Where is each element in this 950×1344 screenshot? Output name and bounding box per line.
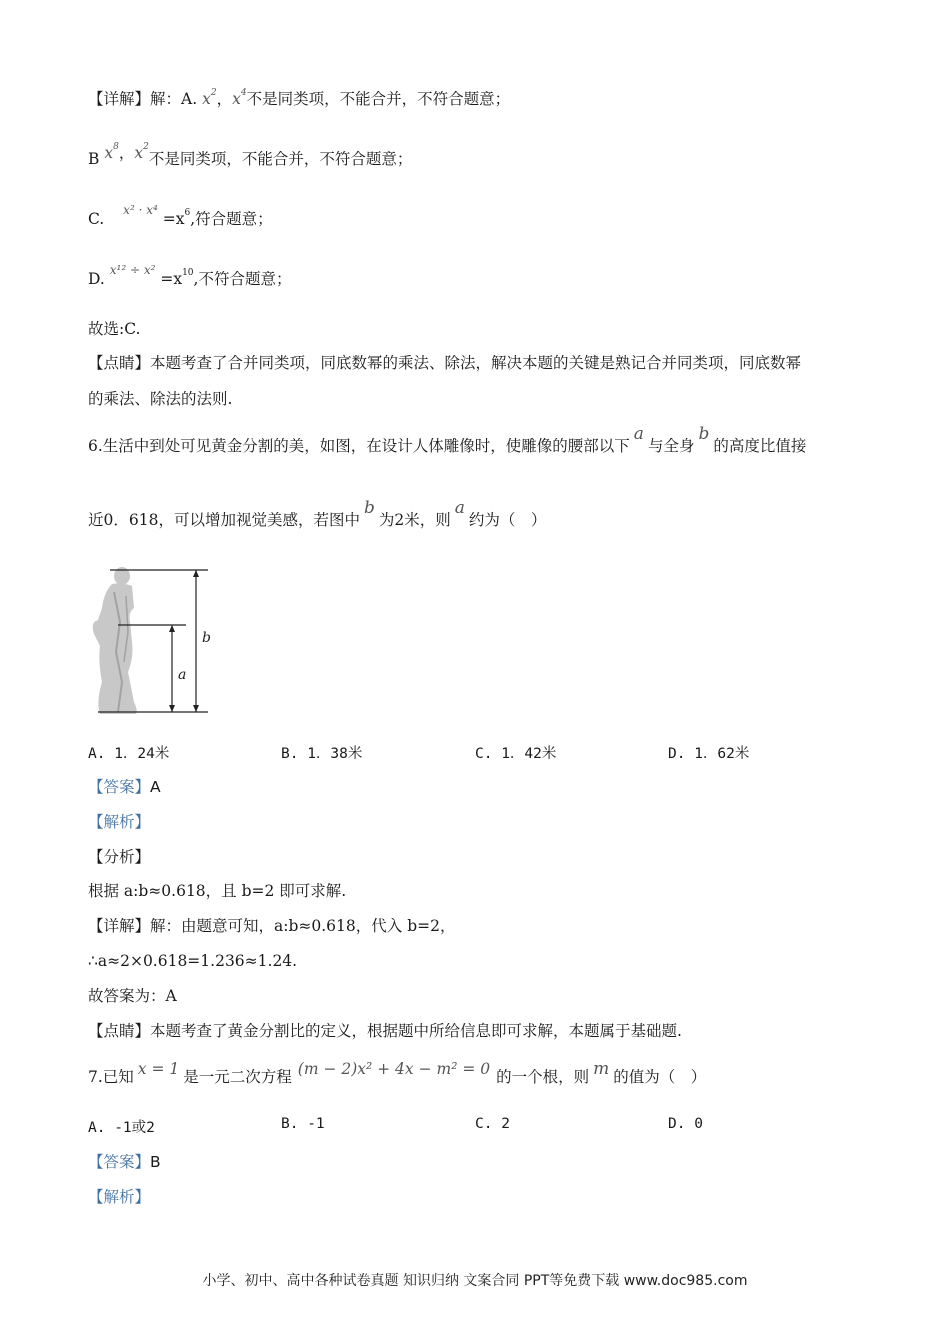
q6-option-a: A. 1．24米: [88, 746, 170, 762]
q6-analysis-head: 【解析】: [88, 813, 151, 831]
comment-head: 【点睛】: [88, 354, 151, 372]
q5-comment-line-2: 的乘法、除法的法则.: [88, 390, 233, 408]
footer-link-text[interactable]: 小学、初中、高中各种试卷真题 知识归纳 文案合同 PPT等免费下载 www.doc985.com: [202, 1273, 748, 1289]
q7-option-b: B. -1: [281, 1116, 325, 1132]
answer-head: 【答案】: [88, 778, 151, 796]
q6-option-d: D. 1．62米: [668, 746, 750, 762]
q5-choose: 故选:C.: [88, 320, 141, 338]
q5-comment-line-1: 【点睛】本题考查了合并同类项，同底数幂的乘法、除法，解决本题的关键是熟记合并同类项，同底数幂: [88, 354, 802, 372]
q6-stem-line-2: 近0．618，可以增加视觉美感，若图中b为2米，则a约为（ ）: [88, 498, 547, 529]
statue-silhouette: [93, 567, 137, 714]
q6-comment: 【点睛】本题考查了黄金分割比的定义，根据题中所给信息即可求解，本题属于基础题.: [88, 1022, 682, 1040]
figure-label-a: a: [178, 667, 187, 683]
detail-head: 【详解】: [88, 90, 151, 108]
q6-answer: 【答案】A: [88, 778, 161, 796]
q5-detail-line-a: 【详解】解：A. $x^2$，$x^4$不是同类项，不能合并，不符合题意；: [88, 88, 511, 108]
q7-option-a: A. -1或2: [88, 1120, 155, 1136]
q6-detail: 【详解】解：由题意可知，a:b≈0.618，代入 b=2，: [88, 917, 456, 935]
q6-fenxi-head: 【分析】: [88, 848, 151, 866]
q7-option-c: C. 2: [475, 1116, 510, 1132]
q6-calc: ∴a≈2×0.618=1.236≈1.24.: [88, 952, 298, 970]
figure-label-b: b: [202, 630, 211, 646]
q7-stem: 7.已知 x = 1 是一元二次方程 (m − 2)x² + 4x − m² = 0 的一个根，则 m 的值为（ ）: [88, 1059, 707, 1086]
q6-option-c: C. 1．42米: [475, 746, 557, 762]
q6-option-b: B. 1．38米: [281, 746, 363, 762]
q7-option-d: D. 0: [668, 1116, 703, 1132]
q6-final: 故答案为：A: [88, 987, 177, 1005]
q5-detail-line-d: D. $^{x^{12} \div x^2} =x^{10}$,不符合题意；: [88, 263, 292, 288]
q7-analysis-head: 【解析】: [88, 1188, 151, 1206]
q6-stem-line-1: 6.生活中到处可见黄金分割的美，如图，在设计人体雕像时，使雕像的腰部以下a与全身b的高度比值接: [88, 424, 807, 455]
statue-figure: [88, 562, 223, 718]
q6-fenxi: 根据 a:b≈0.618，且 b=2 即可求解.: [88, 882, 347, 900]
q7-answer: 【答案】B: [88, 1153, 161, 1171]
q5-detail-line-b: B $x^8$，$x^2$不是同类项，不能合并，不符合题意；: [88, 142, 413, 168]
q5-detail-line-c: C. $^{x^2 \cdot x^4} =x^6$,符合题意；: [88, 203, 273, 228]
